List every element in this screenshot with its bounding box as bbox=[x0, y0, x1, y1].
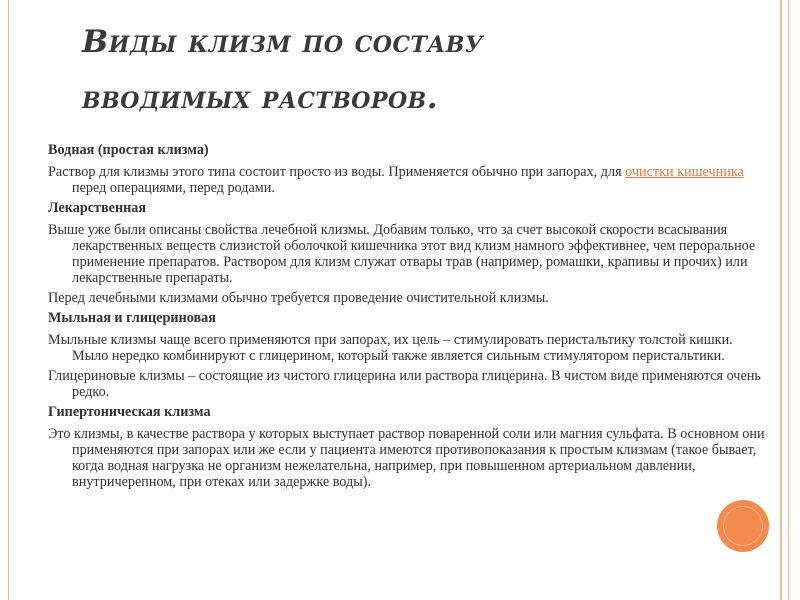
heading-soap-glycerin-enema: Мыльная и глицериновая bbox=[48, 310, 216, 326]
frame-right-border bbox=[780, 0, 800, 600]
heading-medicinal-enema: Лекарственная bbox=[48, 200, 147, 216]
paragraph-hypertonic-1: Это клизмы, в качестве раствора у которых выступает раствор поваренной соли или магния сульфата. В основном они применяются при запорах или же если у пациента имеются противопоказания к простым клизмам (такое бывает, когда водная нагрузка не организм нежелательна, например, при повышенном артериальном давлении, внутричерепном, при отеках или задержке воды). bbox=[48, 426, 765, 490]
heading-hypertonic-enema: Гипертоническая клизма bbox=[48, 404, 211, 420]
frame-right-line-inner bbox=[788, 0, 789, 600]
water-text-after-link: перед операциями, перед родами. bbox=[72, 180, 275, 196]
frame-left-line bbox=[8, 0, 9, 600]
bowel-cleansing-link[interactable]: очистки кишечника bbox=[625, 164, 744, 180]
slide-title bbox=[82, 14, 742, 126]
decorative-orange-circle bbox=[717, 500, 769, 552]
water-text-before-link: Раствор для клизмы этого типа состоит просто из воды. Применяется обычно при запорах, для bbox=[48, 164, 626, 180]
paragraph-water-enema bbox=[48, 164, 770, 196]
paragraph-soap-1: Мыльные клизмы чаще всего применяются при запорах, их цель – стимулировать перистальтику толстой кишки. Мыло нередко комбинируют с глицерином, который также является сильным стимулятором перистальтики. bbox=[48, 332, 733, 364]
paragraph-medicinal-2: Перед лечебными клизмами обычно требуется проведение очистительной клизмы. bbox=[48, 290, 549, 306]
paragraph-soap-2: Глицериновые клизмы – состоящие из чистого глицерина или раствора глицерина. В чистом виде применяются очень редко. bbox=[48, 368, 761, 400]
frame-right-line-outer bbox=[780, 0, 782, 600]
slide-title-line-2: вводимых растворов. bbox=[82, 80, 439, 116]
heading-water-enema: Водная (простая клизма) bbox=[48, 142, 209, 158]
slide-content bbox=[48, 142, 770, 494]
paragraph-medicinal-1: Выше уже были описаны свойства лечебной клизмы. Добавим только, что за счет высокой скорости всасывания лекарственных веществ слизистой оболочкой кишечника этот вид клизм намного эффективнее, чем пероральное применение препаратов. Раствором для клизм служат отвары трав (например, ромашки, крапивы и прочих) или лекарственные препараты. bbox=[48, 222, 756, 286]
slide-title-line-1: Виды клизм по составу bbox=[82, 24, 484, 60]
